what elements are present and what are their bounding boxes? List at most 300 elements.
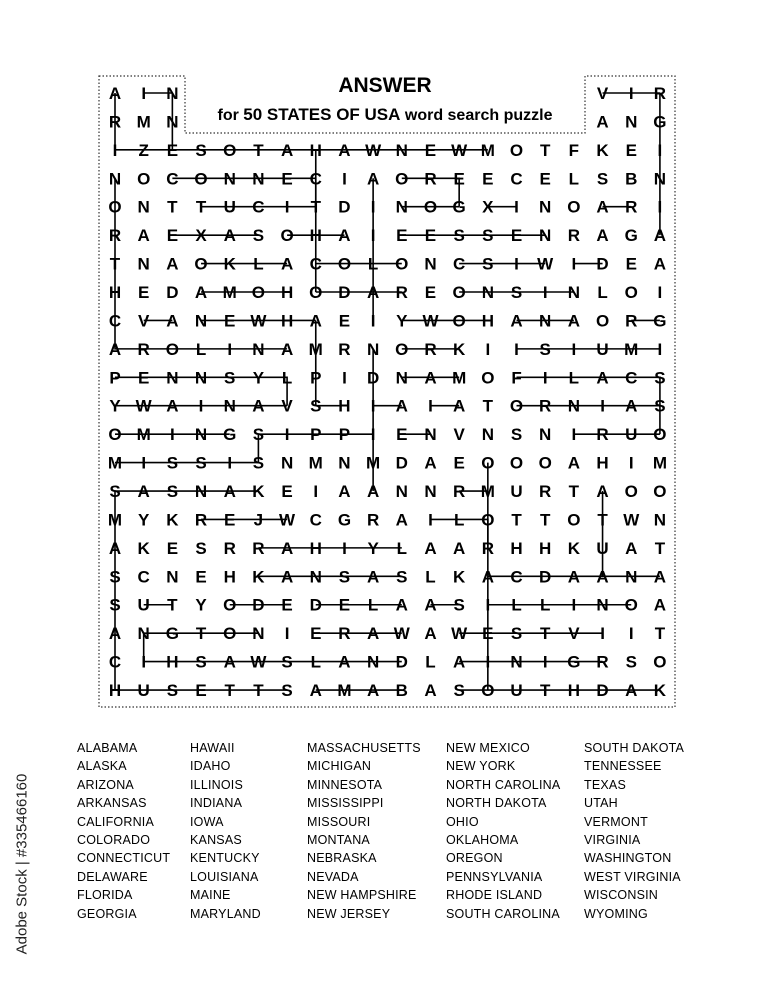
grid-letter: A [653,226,667,246]
grid-letter: L [568,368,580,388]
grid-letter: L [425,567,436,587]
grid-letter: S [252,226,265,246]
grid-letter: E [166,538,179,558]
grid-letter: I [485,339,491,359]
grid-letter: O [653,425,667,445]
grid-letter: L [396,538,407,558]
grid-letter: O [452,283,466,303]
grid-letter: A [567,453,581,473]
grid-letter: R [625,311,638,331]
grid-letter: D [395,453,408,473]
grid-letter: H [309,538,322,558]
grid-letter: T [511,510,522,530]
grid-letter: A [453,652,466,672]
grid-letter: D [395,652,408,672]
word-list-item: MICHIGAN [307,759,372,774]
grid-letter: I [112,140,118,160]
grid-letter: W [451,624,468,644]
grid-letter: E [424,140,437,160]
grid-letter: I [198,396,204,416]
grid-letter: A [366,283,380,303]
word-list-item: RHODE ISLAND [446,888,543,903]
word-list-item: TEXAS [584,777,626,792]
grid-letter: O [108,197,122,217]
grid-letter: S [654,396,666,416]
grid-letter: P [310,425,322,445]
grid-letter: S [252,425,265,445]
grid-letter: A [280,254,294,274]
grid-letter: K [137,538,150,558]
grid-letter: T [253,681,264,701]
grid-letter: I [571,254,577,274]
grid-letter: N [481,283,494,303]
grid-letter: U [137,681,150,701]
grid-letter: I [571,425,577,445]
grid-letter: X [195,226,207,246]
grid-letter: A [596,482,609,502]
grid-letter: N [338,453,351,473]
grid-letter: N [194,368,208,388]
grid-letter: A [280,567,294,587]
grid-letter: N [539,425,552,445]
grid-letter: V [281,396,293,416]
grid-letter: L [540,595,551,615]
grid-letter: A [481,567,494,587]
grid-letter: A [194,283,208,303]
grid-letter: H [510,538,523,558]
grid-letter: K [596,140,609,160]
grid-letter: A [453,538,466,558]
grid-letter: S [596,169,609,189]
grid-letter: I [342,538,347,558]
grid-letter: I [227,339,233,359]
grid-letter: I [342,169,347,189]
grid-letter: E [625,140,637,160]
word-list-item: MARYLAND [190,906,261,921]
word-list-item: CALIFORNIA [77,814,155,829]
grid-letter: E [195,567,207,587]
grid-letter: Y [109,396,121,416]
grid-letter: A [424,595,437,615]
grid-letter: A [596,226,609,246]
word-list-item: SOUTH DAKOTA [584,741,685,755]
grid-letter: I [628,624,634,644]
word-list-item: SOUTH CAROLINA [446,906,560,921]
grid-letter: O [395,339,409,359]
grid-letter: N [395,368,408,388]
grid-letter: C [108,652,122,672]
grid-letter: I [657,197,663,217]
word-list-item: KANSAS [190,833,242,848]
grid-letter: N [309,567,322,587]
grid-letter: M [337,681,352,701]
grid-letter: W [135,396,152,416]
grid-letter: O [509,140,524,160]
subtitle-topic: 50 STATES OF USA [243,105,401,124]
grid-letter: S [195,652,207,672]
grid-letter: N [223,396,236,416]
grid-letter: A [252,396,265,416]
grid-letter: H [223,567,236,587]
grid-letter: A [510,311,523,331]
word-list-item: MISSOURI [307,814,371,829]
grid-letter: M [308,339,323,359]
word-list-item: LOUISIANA [190,869,259,884]
grid-letter: R [596,425,609,445]
word-list-item: ALASKA [77,759,127,774]
grid-letter: U [510,681,523,701]
grid-letter: V [596,84,609,103]
grid-letter: N [166,112,179,132]
grid-letter: E [224,510,236,530]
grid-letter: R [625,197,638,217]
grid-letter: M [136,425,151,445]
grid-letter: I [514,254,519,274]
grid-letter: L [367,254,379,274]
word-list-item: OHIO [446,814,479,829]
grid-letter: O [481,681,495,701]
grid-letter: O [223,595,237,615]
grid-letter: S [195,453,207,473]
grid-letter: E [224,311,236,331]
word-list-item: WEST VIRGINIA [584,869,681,884]
grid-letter: T [195,624,207,644]
grid-letter: E [281,169,293,189]
word-list-item: NORTH CAROLINA [446,777,561,792]
grid-letter: P [310,368,322,388]
word-list-column [446,739,560,923]
grid-letter: I [227,453,233,473]
grid-letter: M [107,453,123,473]
grid-letter: A [223,226,236,246]
page-title: ANSWER [338,74,432,97]
grid-letter: T [540,510,551,530]
grid-letter: R [137,339,150,359]
grid-letter: R [108,226,122,246]
grid-letter: Z [138,140,149,160]
grid-letter: E [166,226,179,246]
word-list-item: ARKANSAS [77,796,147,811]
grid-letter: L [453,510,465,530]
grid-letter: N [366,339,380,359]
grid-letter: K [252,567,265,587]
grid-letter: Y [367,538,379,558]
grid-letter: A [596,112,609,132]
grid-letter: S [539,339,551,359]
word-list-item: ARIZONA [77,777,134,792]
word-list-item: MAINE [190,888,231,903]
grid-letter: R [338,339,351,359]
grid-letter: D [338,197,351,217]
grid-letter: S [281,681,293,701]
word-list-item: NORTH DAKOTA [446,796,547,811]
grid-letter: I [542,652,548,672]
grid-letter: N [424,425,437,445]
grid-letter: N [252,339,265,359]
grid-letter: E [310,624,322,644]
subtitle-prefix: for [217,107,244,124]
grid-letter: A [366,169,380,189]
grid-letter: A [366,681,380,701]
grid-letter: I [542,283,548,303]
word-list-item: GEORGIA [77,906,137,921]
word-list-item: VIRGINIA [584,833,641,848]
grid-letter: N [108,169,122,189]
grid-letter: U [510,482,523,502]
grid-letter: A [395,510,408,530]
grid-letter: S [396,567,408,587]
grid-letter: A [223,482,236,502]
grid-letter: O [509,453,524,473]
word-list-item: IOWA [190,814,224,829]
grid-letter: O [108,425,122,445]
grid-letter: L [310,652,321,672]
grid-letter: W [365,140,382,160]
word-list-item: NEW YORK [446,759,516,774]
grid-letter: O [223,140,237,160]
grid-letter: D [252,595,265,615]
grid-letter: I [141,652,147,672]
grid-letter: T [568,482,580,502]
grid-letter: A [424,368,437,388]
grid-letter: T [654,538,666,558]
grid-letter: I [571,595,577,615]
grid-letter: S [453,226,465,246]
grid-letter: I [657,140,663,160]
grid-letter: V [568,624,580,644]
grid-letter: O [137,169,151,189]
grid-letter: N [194,311,208,331]
grid-letter: H [567,681,581,701]
word-list-item: VERMONT [584,814,648,829]
grid-letter: E [138,283,150,303]
word-list-item: NEW JERSEY [307,906,391,921]
word-list-item: ALABAMA [77,741,138,755]
grid-letter: I [370,197,376,217]
grid-letter: E [281,595,293,615]
grid-letter: M [308,453,323,473]
grid-letter: O [509,396,524,416]
grid-letter: S [166,681,179,701]
grid-letter: C [137,567,150,587]
answer-line [144,633,402,661]
grid-letter: O [481,453,495,473]
grid-letter: E [482,169,494,189]
grid-letter: R [194,510,208,530]
grid-letter: D [366,368,380,388]
grid-letter: C [309,510,322,530]
grid-letter: C [108,311,122,331]
grid-letter: W [393,624,410,644]
grid-letter: O [309,283,323,303]
grid-letter: M [652,453,668,473]
grid-letter: L [253,254,264,274]
grid-letter: O [280,226,294,246]
grid-letter: S [195,140,207,160]
puzzle-border [99,76,675,707]
grid-letter: O [423,197,438,217]
word-list-item: WYOMING [584,906,648,921]
grid-letter: R [395,283,408,303]
word-list-item: DELAWARE [77,869,148,884]
grid-letter: O [452,311,466,331]
grid-letter: N [510,652,523,672]
grid-letter: A [625,681,638,701]
grid-letter: A [596,197,609,217]
grid-letter: G [624,226,638,246]
grid-letter: A [108,538,122,558]
grid-letter: R [539,396,552,416]
grid-letter: V [453,425,465,445]
word-list-item: ILLINOIS [190,777,244,792]
grid-letter: M [624,339,639,359]
grid-letter: O [624,283,638,303]
grid-letter: I [485,595,491,615]
grid-letter: S [166,482,179,502]
grid-letter: B [395,681,408,701]
grid-letter: I [600,624,605,644]
grid-letter: T [224,681,235,701]
grid-letter: O [624,595,638,615]
word-list-item: NEW MEXICO [446,741,530,755]
grid-letter: A [596,567,609,587]
grid-letter: I [141,84,147,103]
grid-letter: N [395,140,408,160]
grid-letter: H [108,283,122,303]
grid-letter: L [195,339,207,359]
grid-letter: R [453,482,466,502]
grid-letter: M [366,453,381,473]
grid-letter: A [108,84,122,103]
grid-letter: H [309,226,322,246]
word-list-column [77,739,170,923]
grid-letter: A [108,624,122,644]
grid-letter: B [625,169,638,189]
stock-credit: Adobe Stock | #335466160 [13,773,31,955]
grid-letter: T [540,624,551,644]
grid-letter: N [137,254,150,274]
grid-letter: N [280,453,294,473]
grid-letter: I [571,339,577,359]
grid-letter: G [653,311,667,331]
grid-letter: D [338,283,351,303]
grid-letter: E [396,425,408,445]
grid-letter: A [166,311,179,331]
grid-letter: A [424,624,437,644]
page-subtitle [185,105,585,125]
word-list-item: PENNSYLVANIA [446,869,543,884]
grid-letter: G [223,425,237,445]
grid-letter: M [480,482,495,502]
grid-letter: C [453,254,466,274]
grid-letter: N [539,311,552,331]
grid-letter: T [109,254,121,274]
grid-letter: A [596,368,609,388]
grid-letter: L [568,169,580,189]
grid-letter: C [309,254,322,274]
grid-letter: V [138,311,150,331]
grid-letter: N [366,652,380,672]
grid-letter: O [567,510,581,530]
grid-letter: K [166,510,179,530]
grid-letter: R [223,538,236,558]
grid-letter: W [451,140,468,160]
grid-letter: X [482,197,494,217]
word-list-item: UTAH [584,796,618,811]
grid-letter: E [625,254,637,274]
grid-letter: E [453,453,465,473]
grid-letter: R [567,226,581,246]
grid-letter: N [567,396,581,416]
grid-letter: S [252,453,265,473]
grid-letter: A [366,567,380,587]
grid-letter: L [425,652,436,672]
grid-letter: K [653,681,667,701]
grid-letter: T [195,197,207,217]
grid-letter: C [510,567,523,587]
grid-letter: S [310,396,322,416]
grid-letter: I [542,368,548,388]
grid-letter: U [223,197,236,217]
grid-letter: E [166,140,179,160]
word-list-item: NEBRASKA [307,851,377,866]
subtitle-suffix: word search puzzle [400,107,553,124]
word-list-item: TENNESSEE [584,759,662,774]
grid-letter: M [222,283,237,303]
word-list-item: HAWAII [190,741,235,755]
grid-letter: M [107,510,123,530]
grid-letter: A [338,652,351,672]
letter-grid [108,84,667,700]
grid-letter: F [568,140,580,160]
grid-letter: N [625,567,638,587]
grid-letter: R [338,624,351,644]
grid-letter: U [137,595,150,615]
grid-letter: N [539,226,552,246]
grid-letter: U [596,339,609,359]
grid-letter: N [166,567,179,587]
grid-letter: O [567,197,581,217]
grid-letter: S [510,425,523,445]
grid-letter: E [424,226,437,246]
grid-letter: P [338,425,351,445]
grid-letter: T [482,396,494,416]
grid-letter: A [653,567,667,587]
grid-letter: N [481,425,494,445]
grid-letter: T [253,140,264,160]
grid-letter: Y [195,595,207,615]
grid-letter: L [511,595,522,615]
grid-letter: O [223,624,237,644]
grid-letter: S [625,652,637,672]
grid-letter: N [424,254,437,274]
word-list-column [584,739,684,923]
grid-letter: E [396,226,408,246]
grid-letter: E [482,624,494,644]
grid-letter: S [453,681,465,701]
grid-letter: I [428,510,433,530]
grid-letter: H [481,311,494,331]
grid-letter: K [567,538,581,558]
grid-letter: L [367,595,379,615]
grid-letter: S [654,368,666,388]
grid-letter: D [309,595,322,615]
word-list-item: COLORADO [77,833,151,848]
grid-letter: S [109,595,121,615]
grid-letter: T [540,140,551,160]
grid-letter: W [250,652,267,672]
grid-letter: S [482,254,494,274]
